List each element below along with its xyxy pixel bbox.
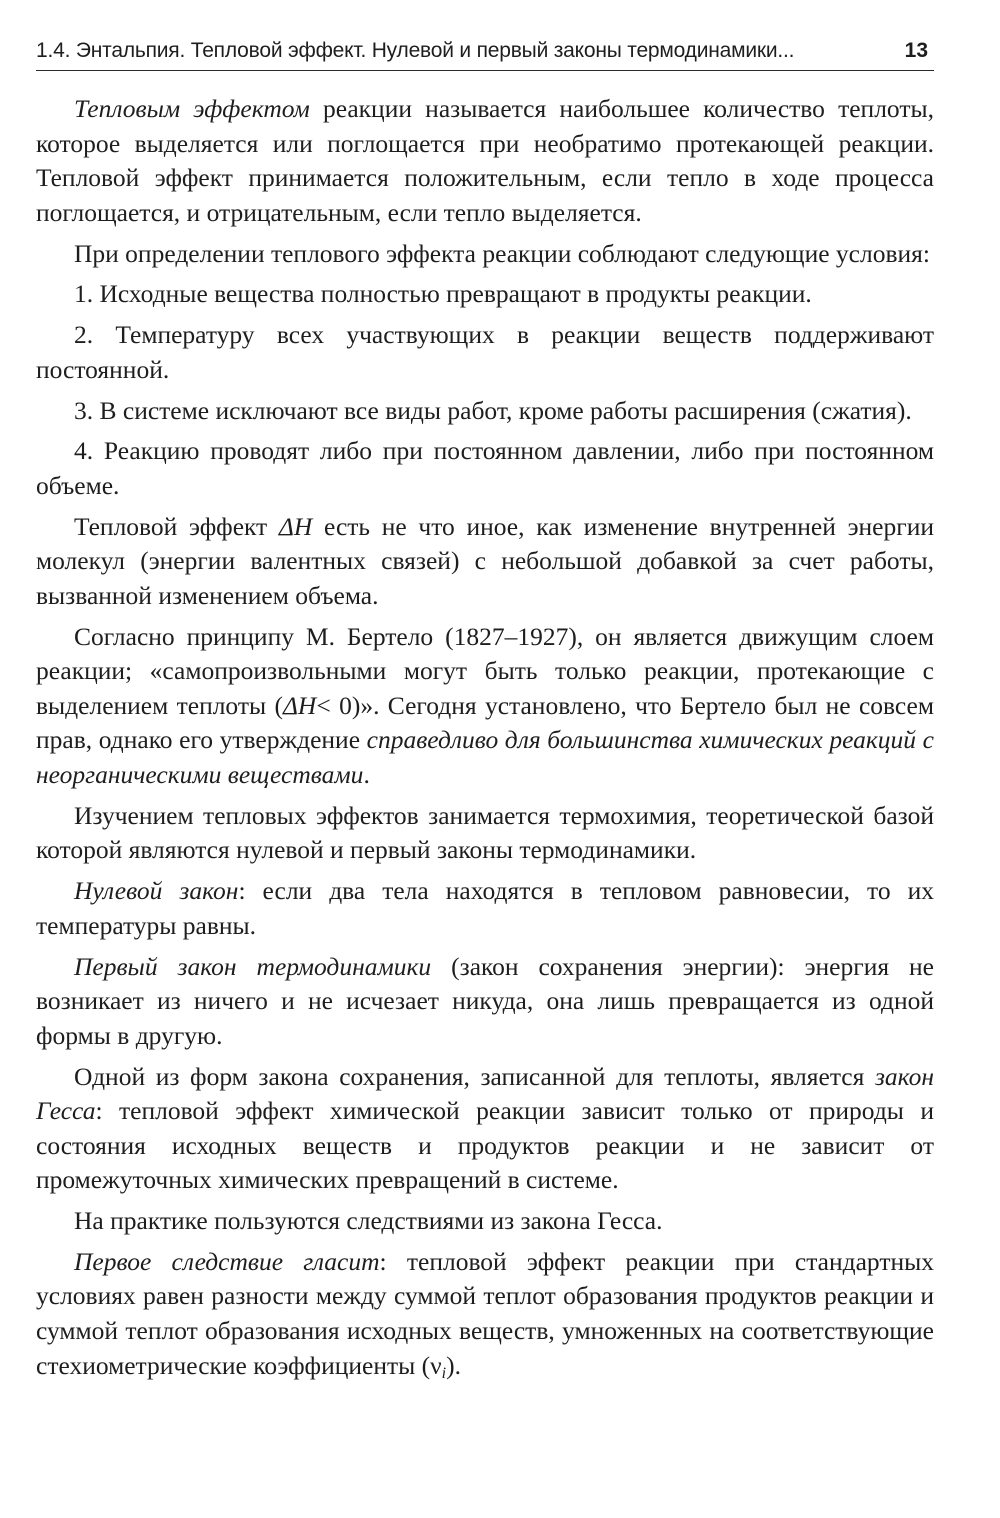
paragraph-heat-effect-definition: Тепловым эффектом реакции называется наибольшее количество теплоты, которое выделяется или поглощается при необратимо протекающей реакции. Тепловой эффект принимается положительным, если тепло в ходе процесса поглощается, и отрицательным, если тепло выделяется. bbox=[36, 94, 934, 227]
list-item: 3. В системе исключают все виды работ, кроме работы расширения (сжатия). bbox=[74, 395, 912, 425]
paragraph-berthelot: Согласно принципу М. Бертело (1827–1927), он является движущим слоем реакции; «самопроизвольными могут быть только реакции, протекающие с выделением теплоты (ΔH< 0)». Сегодня установлено, что Бертело был не совсем прав, однако его утверждение справедливо для большинства химических реакций с неорганическими веществами. bbox=[36, 621, 934, 789]
term-first-consequence: Первое следствие гласит bbox=[74, 1246, 380, 1276]
paragraph-delta-h: Тепловой эффект ΔH есть не что иное, как изменение внутренней энергии молекул (энергии валентных связей) с небольшой добавкой за счет работы, вызванной изменением объема. bbox=[36, 511, 935, 610]
symbol-delta-h: ΔH bbox=[278, 511, 313, 541]
paragraph-conditions-intro: При определении теплового эффекта реакции соблюдают следующие условия: bbox=[74, 238, 930, 268]
page-number: 13 bbox=[904, 39, 928, 62]
paragraph-first-consequence: Первое следствие гласит: тепловой эффект реакции при стандартных условиях равен разности между суммой теплот образования продуктов реакции и суммой теплот образования исходных веществ, умноженных на соответствующие стехиометрические коэффициенты $(\nu_i)$. bbox=[36, 1246, 934, 1382]
list-item: 1. Исходные вещества полностью превращают в продукты реакции. bbox=[74, 279, 812, 309]
term-first-law: Первый закон термодинамики bbox=[74, 951, 432, 981]
symbol-nu: ν bbox=[430, 1350, 442, 1380]
list-item: 2. Температуру всех участвующих в реакции веществ поддерживают постоянной. bbox=[36, 320, 934, 384]
body-text bbox=[36, 92, 934, 1389]
term-zeroth-law: Нулевой закон bbox=[74, 876, 239, 906]
list-item: 4. Реакцию проводят либо при постоянном давлении, либо при постоянном объеме. bbox=[36, 436, 934, 500]
paragraph-thermochemistry: Изучением тепловых эффектов занимается термохимия, теоретической базой которой являются нулевой и первый законы термодинамики. bbox=[36, 800, 934, 865]
subscript-i: i bbox=[441, 1364, 447, 1382]
paragraph-first-law: Первый закон термодинамики (закон сохранения энергии): энергия не возникает из ничего и не исчезает никуда, она лишь превращается из одной формы в другую. bbox=[36, 951, 934, 1050]
paragraph-zeroth-law: Нулевой закон: если два тела находятся в тепловом равновесии, то их температуры равны. bbox=[36, 876, 934, 940]
term-heat-effect: Тепловым эффектом bbox=[74, 94, 310, 123]
chapter-title: 1.4. Энтальпия. Тепловой эффект. Нулевой и первый законы термодинамики... bbox=[36, 39, 795, 62]
paragraph-consequences: На практике пользуются следствиями из закона Гесса. bbox=[74, 1206, 663, 1236]
term-hess-law: закон Гесса bbox=[36, 1061, 934, 1126]
paragraph-hess-law: Одной из форм закона сохранения, записанной для теплоты, является закон Гесса: тепловой эффект химической реакции зависит только от природы и состояния исходных веществ и продуктов реакции и не зависит от промежуточных химических превращений в системе. bbox=[36, 1061, 934, 1195]
emphasis-text: справедливо для большинства химических реакций с неорганическими веществами bbox=[36, 725, 934, 789]
symbol-delta-h: ΔH bbox=[282, 690, 317, 720]
running-header bbox=[36, 36, 934, 71]
